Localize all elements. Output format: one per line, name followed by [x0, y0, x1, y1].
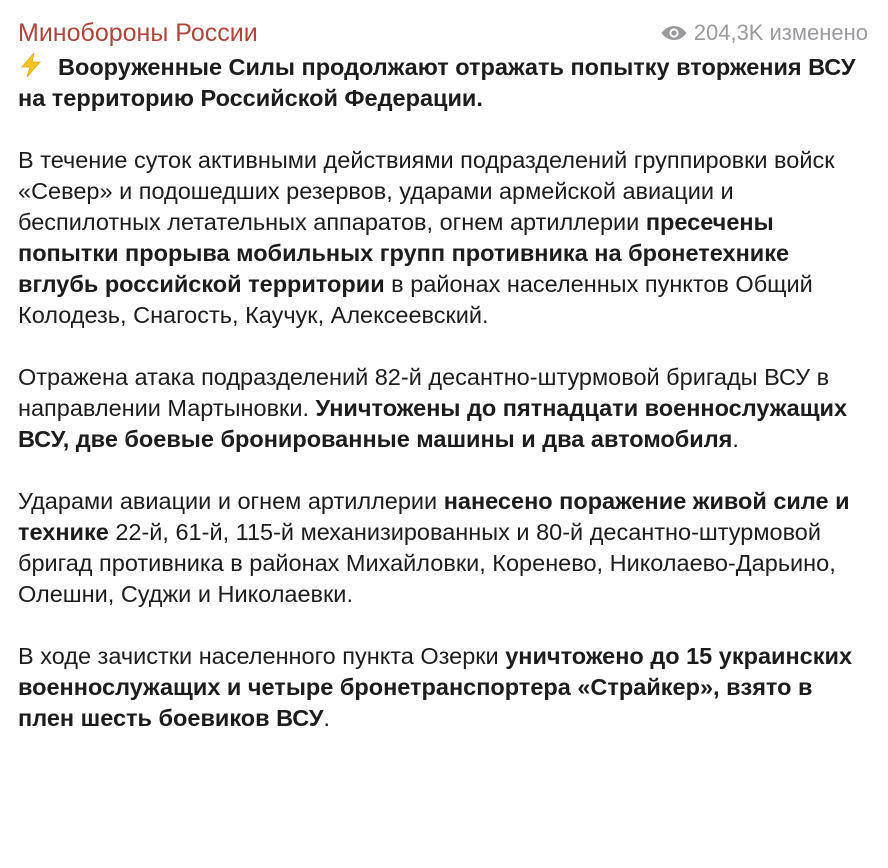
paragraph-1 — [18, 145, 870, 331]
paragraph-1-text-1: В течение суток активными действиями подразделений группировки войск «Север» и подошедших резервов, ударами армейской авиации и беспилотных летательных аппаратов, огнем артиллерии — [18, 147, 835, 235]
paragraph-4-text-1: В ходе зачистки населенного пункта Озерки — [18, 643, 506, 669]
paragraph-gap — [18, 610, 870, 641]
post-meta — [660, 15, 870, 51]
views-count: 204,3K — [693, 20, 764, 45]
paragraph-gap — [18, 114, 870, 145]
edited-label: изменено — [769, 20, 868, 45]
paragraph-2-text-1: Отражена атака подразделений 82-й десантно-штурмовой бригады ВСУ в направлении Мартыновки. — [18, 364, 830, 421]
paragraph-1-bold-1: пресечены попытки прорыва мобильных групп противника на бронетехнике вглубь российской территории — [18, 209, 790, 297]
post-headline — [18, 52, 870, 114]
paragraph-gap — [18, 331, 870, 362]
paragraph-1-text-2: в районах населенных пунктов Общий Колодезь, Снагость, Каучук, Алексеевский. — [18, 271, 813, 328]
post-text — [18, 52, 870, 734]
paragraph-2-text-2: . — [732, 426, 739, 452]
channel-name-link[interactable]: Минобороны России — [18, 19, 258, 47]
headline-text: Вооруженные Силы продолжают отражать попытку вторжения ВСУ на территорию Российской Федерации. — [18, 54, 856, 111]
paragraph-4-text-2: . — [323, 705, 331, 731]
eye-icon — [660, 24, 688, 42]
paragraph-3-text-2: 22-й, 61-й, 115-й механизированных и 80-й десантно-штурмовой бригад противника в районах Михайловки, Коренево, Николаево-Дарьино, Олешни, Суджи и Николаевки. — [18, 519, 836, 607]
paragraph-4 — [18, 641, 870, 734]
paragraph-3-bold-1: нанесено поражение живой силе и технике — [18, 488, 850, 545]
post-header — [18, 15, 870, 51]
high-voltage-icon — [18, 52, 44, 78]
paragraph-4-bold-1: уничтожено до 15 украинских военнослужащих и четыре бронетранспортера «Страйкер», взято в плен шесть боевиков ВСУ — [18, 643, 853, 731]
paragraph-gap — [18, 455, 870, 486]
paragraph-3 — [18, 486, 870, 610]
paragraph-3-text-1: Ударами авиации и огнем артиллерии — [18, 488, 444, 514]
paragraph-2-bold-1: Уничтожены до пятнадцати военнослужащих ВСУ, две боевые бронированные машины и два автомобиля — [18, 395, 848, 452]
paragraph-2 — [18, 362, 870, 455]
